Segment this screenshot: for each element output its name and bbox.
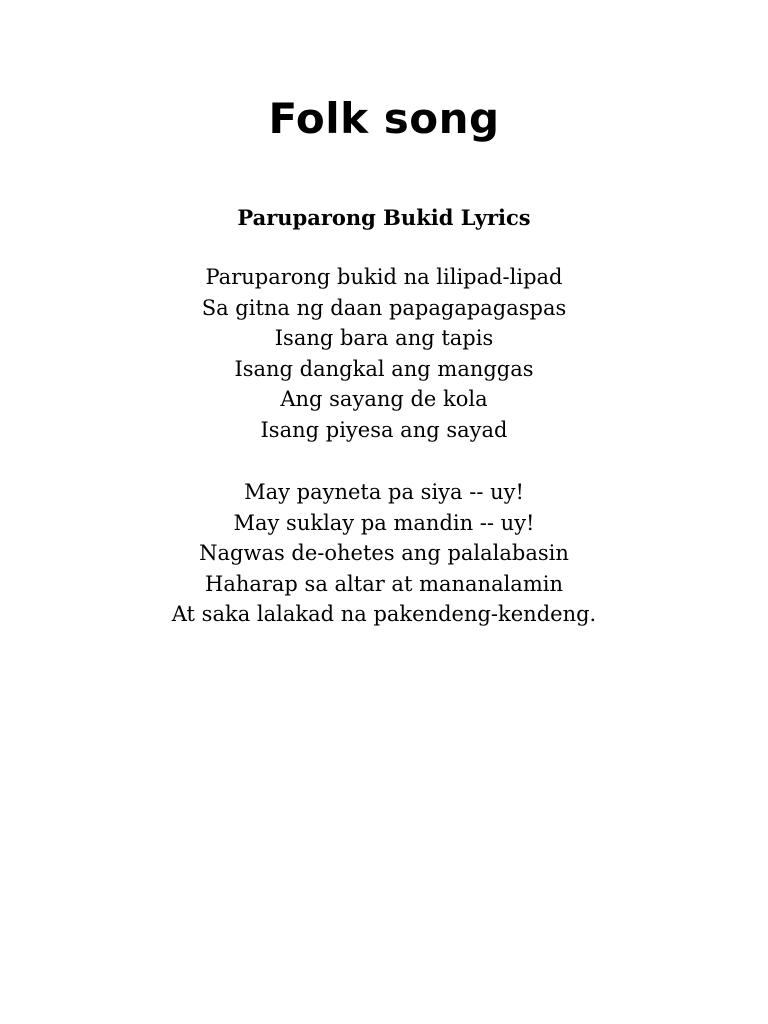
lyric-line: Ang sayang de kola	[280, 387, 488, 411]
lyric-line: May suklay pa mandin -- uy!	[233, 510, 535, 535]
lyric-line: Isang bara ang tapis	[274, 326, 494, 350]
lyric-line: Isang dangkal ang manggas	[234, 356, 534, 381]
lyric-line: Nagwas de-ohetes ang palalabasin	[199, 541, 569, 565]
lyric-line: Isang piyesa ang sayad	[260, 417, 508, 442]
lyric-line: Haharap sa altar at mananalamin	[205, 571, 563, 596]
lyric-line: Paruparong bukid na lilipad-lipad	[205, 265, 563, 289]
lyric-line: At saka lalakad na pakendeng-kendeng.	[171, 602, 597, 626]
lyric-line: May payneta pa siya -- uy!	[244, 480, 524, 504]
stanza-1	[0, 262, 768, 445]
song-title: Paruparong Bukid Lyrics	[237, 205, 531, 230]
stanza-2	[0, 477, 768, 630]
page-title: Folk song	[268, 94, 500, 143]
lyric-line: Sa gitna ng daan papagapagaspas	[201, 295, 567, 320]
